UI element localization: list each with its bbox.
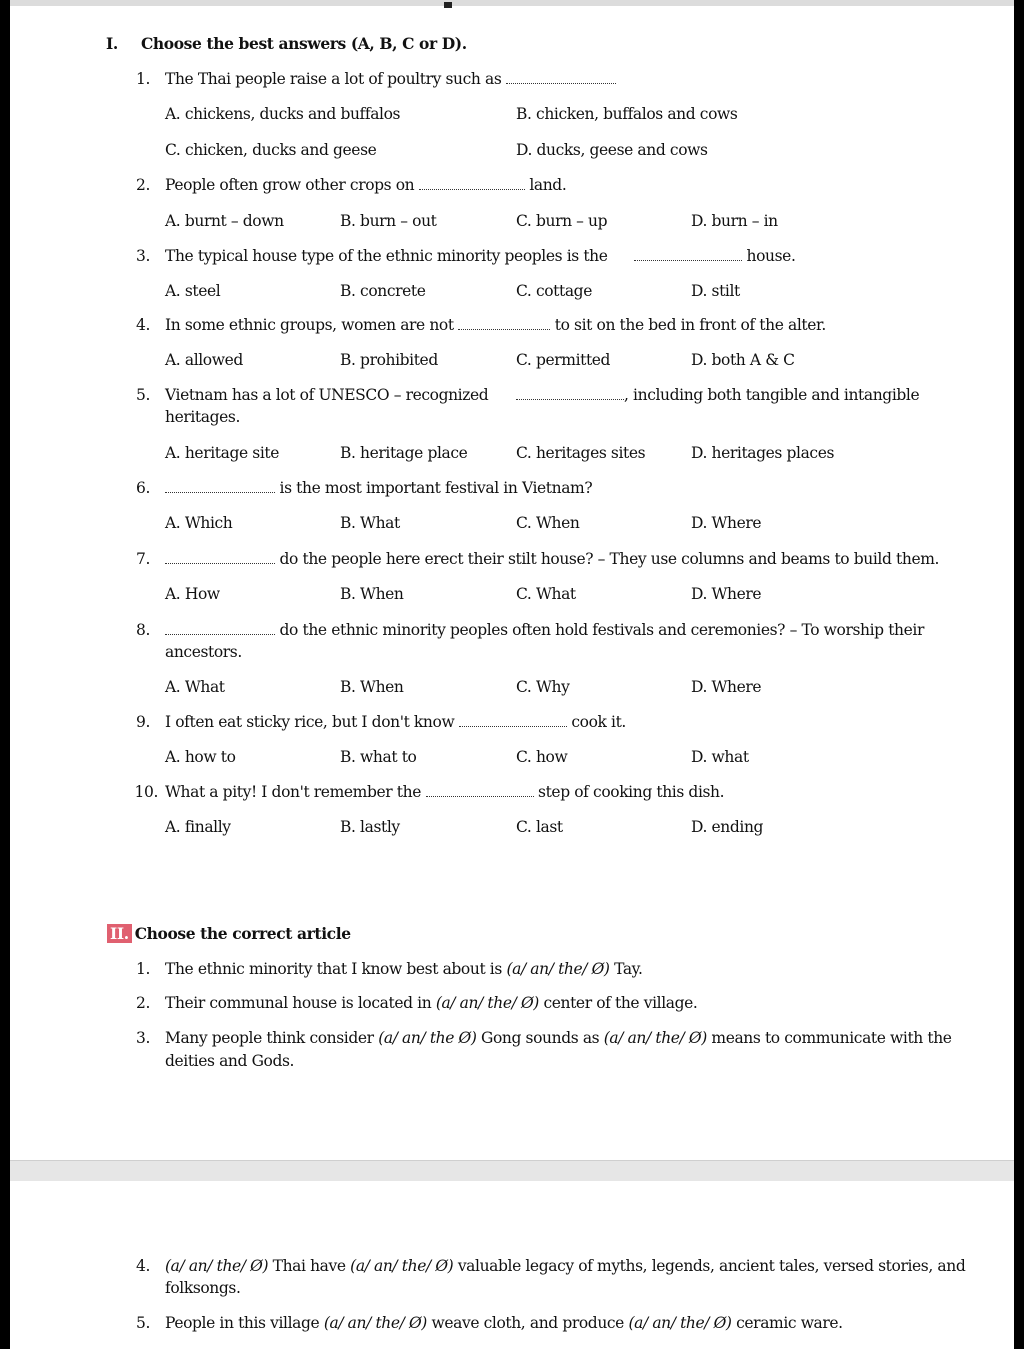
article-choice[interactable]: (a/ an/ the/ Ø) (165, 1257, 269, 1275)
top-scroll-bar (10, 0, 1014, 6)
option-c[interactable]: C. Why (516, 678, 570, 696)
option-a[interactable]: A. heritage site (165, 444, 279, 462)
question-stem-end: house. (634, 247, 795, 265)
article-item: (a/ an/ the/ Ø) Thai have (a/ an/ the/ Ø) valuable legacy of myths, legends, ancient tales, versed stories, and (165, 1257, 966, 1275)
option-b[interactable]: B. concrete (340, 282, 426, 300)
section1-numeral: I. (106, 34, 118, 53)
section2-header (107, 924, 351, 943)
question-number: 5. (136, 386, 150, 404)
question-number: 8. (136, 621, 150, 639)
question-stem: What a pity! I don't remember the step of cooking this dish. (165, 783, 725, 801)
question-stem: do the ethnic minority peoples often hold festivals and ceremonies? – To worship their (165, 621, 924, 639)
option-c[interactable]: C. heritages sites (516, 444, 646, 462)
option-c[interactable]: C. permitted (516, 351, 611, 369)
option-d[interactable]: D. ending (691, 818, 764, 836)
option-b[interactable]: B. lastly (340, 818, 400, 836)
question-number: 6. (136, 479, 150, 497)
option-c[interactable]: C. When (516, 514, 580, 532)
page-marker (444, 2, 452, 8)
question-number: 1. (136, 70, 150, 88)
item-number: 4. (136, 1257, 150, 1275)
question-stem: In some ethnic groups, women are not to sit on the bed in front of the alter. (165, 316, 826, 334)
option-c[interactable]: C. last (516, 818, 563, 836)
option-b[interactable]: B. chicken, buffalos and cows (516, 105, 738, 123)
page-break (10, 1160, 1014, 1183)
item-number: 2. (136, 994, 150, 1012)
article-choice[interactable]: (a/ an/ the/ Ø) (435, 994, 539, 1012)
option-b[interactable]: B. When (340, 678, 404, 696)
question-stem: Vietnam has a lot of UNESCO – recognized (165, 386, 489, 404)
section2-title: Choose the correct article (134, 924, 351, 943)
option-d[interactable]: D. what (691, 748, 749, 766)
option-d[interactable]: D. both A & C (691, 351, 795, 369)
article-choice[interactable]: (a/ an/ the/ Ø) (350, 1257, 454, 1275)
article-choice[interactable]: (a/ an/ the/ Ø) (506, 960, 610, 978)
option-b[interactable]: B. burn – out (340, 212, 437, 230)
option-d[interactable]: D. heritages places (691, 444, 835, 462)
option-c[interactable]: C. burn – up (516, 212, 608, 230)
question-number: 3. (136, 247, 150, 265)
question-stem: is the most important festival in Vietnam? (165, 479, 592, 497)
option-b[interactable]: B. What (340, 514, 400, 532)
article-choice[interactable]: (a/ an/ the/ Ø) (628, 1314, 732, 1332)
article-item: Their communal house is located in (a/ an/ the/ Ø) center of the village. (165, 994, 698, 1012)
question-number: 9. (136, 713, 150, 731)
worksheet-page-1 (10, 0, 1014, 1160)
article-choice[interactable]: (a/ an/ the/ Ø) (603, 1029, 707, 1047)
option-d[interactable]: D. Where (691, 585, 762, 603)
option-b[interactable]: B. what to (340, 748, 417, 766)
option-a[interactable]: A. Which (165, 514, 233, 532)
option-a[interactable]: A. What (165, 678, 225, 696)
question-number: 10. (134, 783, 158, 801)
option-a[interactable]: A. how to (165, 748, 236, 766)
option-c[interactable]: C. chicken, ducks and geese (165, 141, 377, 159)
section1-title: Choose the best answers (A, B, C or D). (141, 34, 467, 53)
option-d[interactable]: D. burn – in (691, 212, 778, 230)
article-item: People in this village (a/ an/ the/ Ø) weave cloth, and produce (a/ an/ the/ Ø) ceramic ware. (165, 1314, 843, 1332)
option-a[interactable]: A. finally (165, 818, 231, 836)
option-a[interactable]: A. burnt – down (165, 212, 284, 230)
option-c[interactable]: C. cottage (516, 282, 592, 300)
question-stem: People often grow other crops on land. (165, 176, 567, 194)
question-stem: I often eat sticky rice, but I don't know cook it. (165, 713, 626, 731)
item-number: 5. (136, 1314, 150, 1332)
question-number: 4. (136, 316, 150, 334)
article-choice[interactable]: (a/ an/ the Ø) (378, 1029, 477, 1047)
article-item-cont: deities and Gods. (165, 1052, 295, 1070)
option-b[interactable]: B. prohibited (340, 351, 438, 369)
option-c[interactable]: C. how (516, 748, 568, 766)
question-stem: do the people here erect their stilt house? – They use columns and beams to build them. (165, 550, 939, 568)
option-d[interactable]: D. Where (691, 678, 762, 696)
article-item: The ethnic minority that I know best about is (a/ an/ the/ Ø) Tay. (165, 960, 643, 978)
question-stem: The Thai people raise a lot of poultry such as (165, 70, 616, 88)
option-a[interactable]: A. How (165, 585, 220, 603)
option-c[interactable]: C. What (516, 585, 576, 603)
question-stem-end: , including both tangible and intangible (516, 386, 919, 404)
item-number: 3. (136, 1029, 150, 1047)
option-d[interactable]: D. stilt (691, 282, 740, 300)
question-stem: The typical house type of the ethnic minority peoples is the (165, 247, 608, 265)
option-a[interactable]: A. steel (165, 282, 221, 300)
question-stem-cont: heritages. (165, 408, 240, 426)
worksheet-page-2 (10, 1181, 1014, 1349)
option-d[interactable]: D. Where (691, 514, 762, 532)
option-a[interactable]: A. chickens, ducks and buffalos (165, 105, 401, 123)
article-item: Many people think consider (a/ an/ the Ø) Gong sounds as (a/ an/ the/ Ø) means to communicate with the (165, 1029, 952, 1047)
option-d[interactable]: D. ducks, geese and cows (516, 141, 708, 159)
option-a[interactable]: A. allowed (165, 351, 243, 369)
article-choice[interactable]: (a/ an/ the/ Ø) (323, 1314, 427, 1332)
option-b[interactable]: B. heritage place (340, 444, 468, 462)
article-item-cont: folksongs. (165, 1279, 241, 1297)
question-number: 2. (136, 176, 150, 194)
question-stem-cont: ancestors. (165, 643, 242, 661)
section2-numeral: II. (107, 924, 132, 943)
item-number: 1. (136, 960, 150, 978)
option-b[interactable]: B. When (340, 585, 404, 603)
question-number: 7. (136, 550, 150, 568)
